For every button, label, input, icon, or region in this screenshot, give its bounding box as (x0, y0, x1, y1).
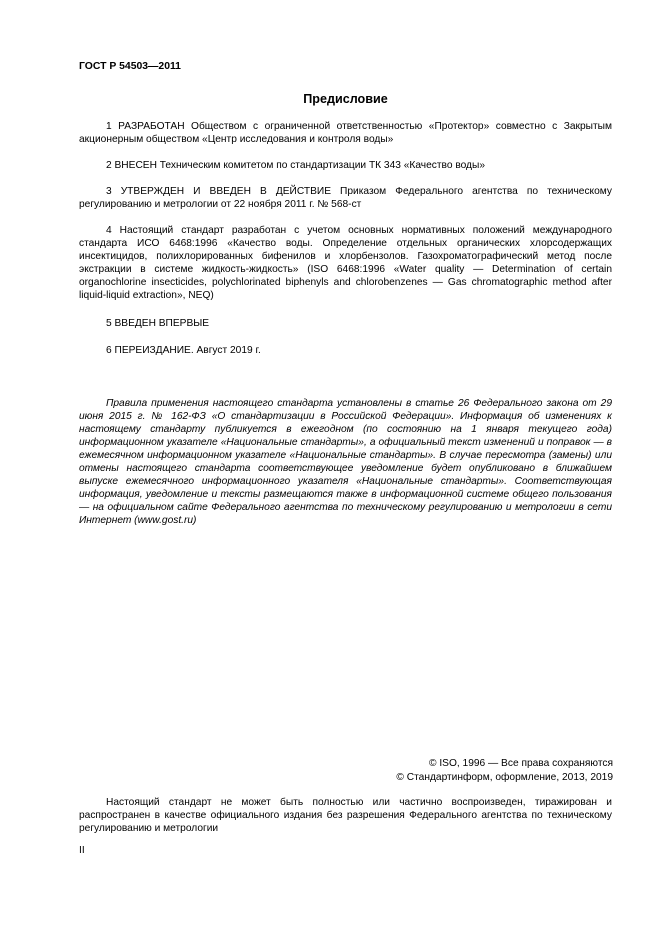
standard-application-notice: Правила применения настоящего стандарта установлены в статье 26 Федерального закона от 29 июня 2015 г. № 162-ФЗ «О стандартизации в Российской Федерации». Информация об изменениях к настоящему стандарту публикуется в ежегодном (по состоянию на 1 января текущего года) информационном указателе «Национальные стандарты», а официальный текст изменений и поправок — в ежемесячном информационном указателе «Национальные стандарты». В случае пересмотра (замены) или отмены настоящего стандарта соответствующее уведомление будет опубликовано в ближайшем выпуске ежемесячного информационного указателя «Национальные стандарты». Соответствующая информация, уведомление и тексты размещаются также в информационной системе общего пользования — на официальном сайте Федерального агентства по техническому регулированию и метрологии в сети Интернет (www.gost.ru) (79, 398, 612, 526)
page-title: Предисловие (303, 92, 388, 106)
foreword-item-5: 5 ВВЕДЕН ВПЕРВЫЕ (106, 318, 210, 329)
foreword-item-4: 4 Настоящий стандарт разработан с учетом основных нормативных положений международного стандарта ИСО 6468:1996 «Качество воды. Определение отдельных органических хлорсодержащих инсектицидов, полихлорированных бифенилов и хлорбензолов. Газохроматографический метод после экстракции в системе жидкость-жидкость» (ISO 6468:1996 «Water quality — Determination of certain organochlorine insecticides, polychlorinated biphenyls and chlorobenzenes — Gas chromatographic method after liquid-liquid extraction», NEQ) (79, 225, 612, 301)
page-number: II (79, 845, 85, 856)
page-header: ГОСТ Р 54503—2011 (79, 61, 181, 72)
copyright-standartinform: © Стандартинформ, оформление, 2013, 2019 (396, 772, 613, 783)
copyright-iso: © ISO, 1996 — Все права сохраняются (429, 758, 613, 769)
foreword-item-3: 3 УТВЕРЖДЕН И ВВЕДЕН В ДЕЙСТВИЕ Приказом Федерального агентства по техническому регулированию и метрологии от 22 ноября 2011 г. № 568-ст (79, 186, 612, 210)
foreword-item-1: 1 РАЗРАБОТАН Обществом с ограниченной ответственностью «Протектор» совместно с Закрытым акционерным обществом «Центр исследования и контроля воды» (79, 121, 612, 145)
foreword-item-6: 6 ПЕРЕИЗДАНИЕ. Август 2019 г. (106, 345, 261, 356)
foreword-item-2: 2 ВНЕСЕН Техническим комитетом по стандартизации ТК 343 «Качество воды» (106, 160, 485, 171)
reproduction-notice: Настоящий стандарт не может быть полностью или частично воспроизведен, тиражирован и распространен в качестве официального издания без разрешения Федерального агентства по техническому регулированию и метрологии (79, 797, 612, 834)
